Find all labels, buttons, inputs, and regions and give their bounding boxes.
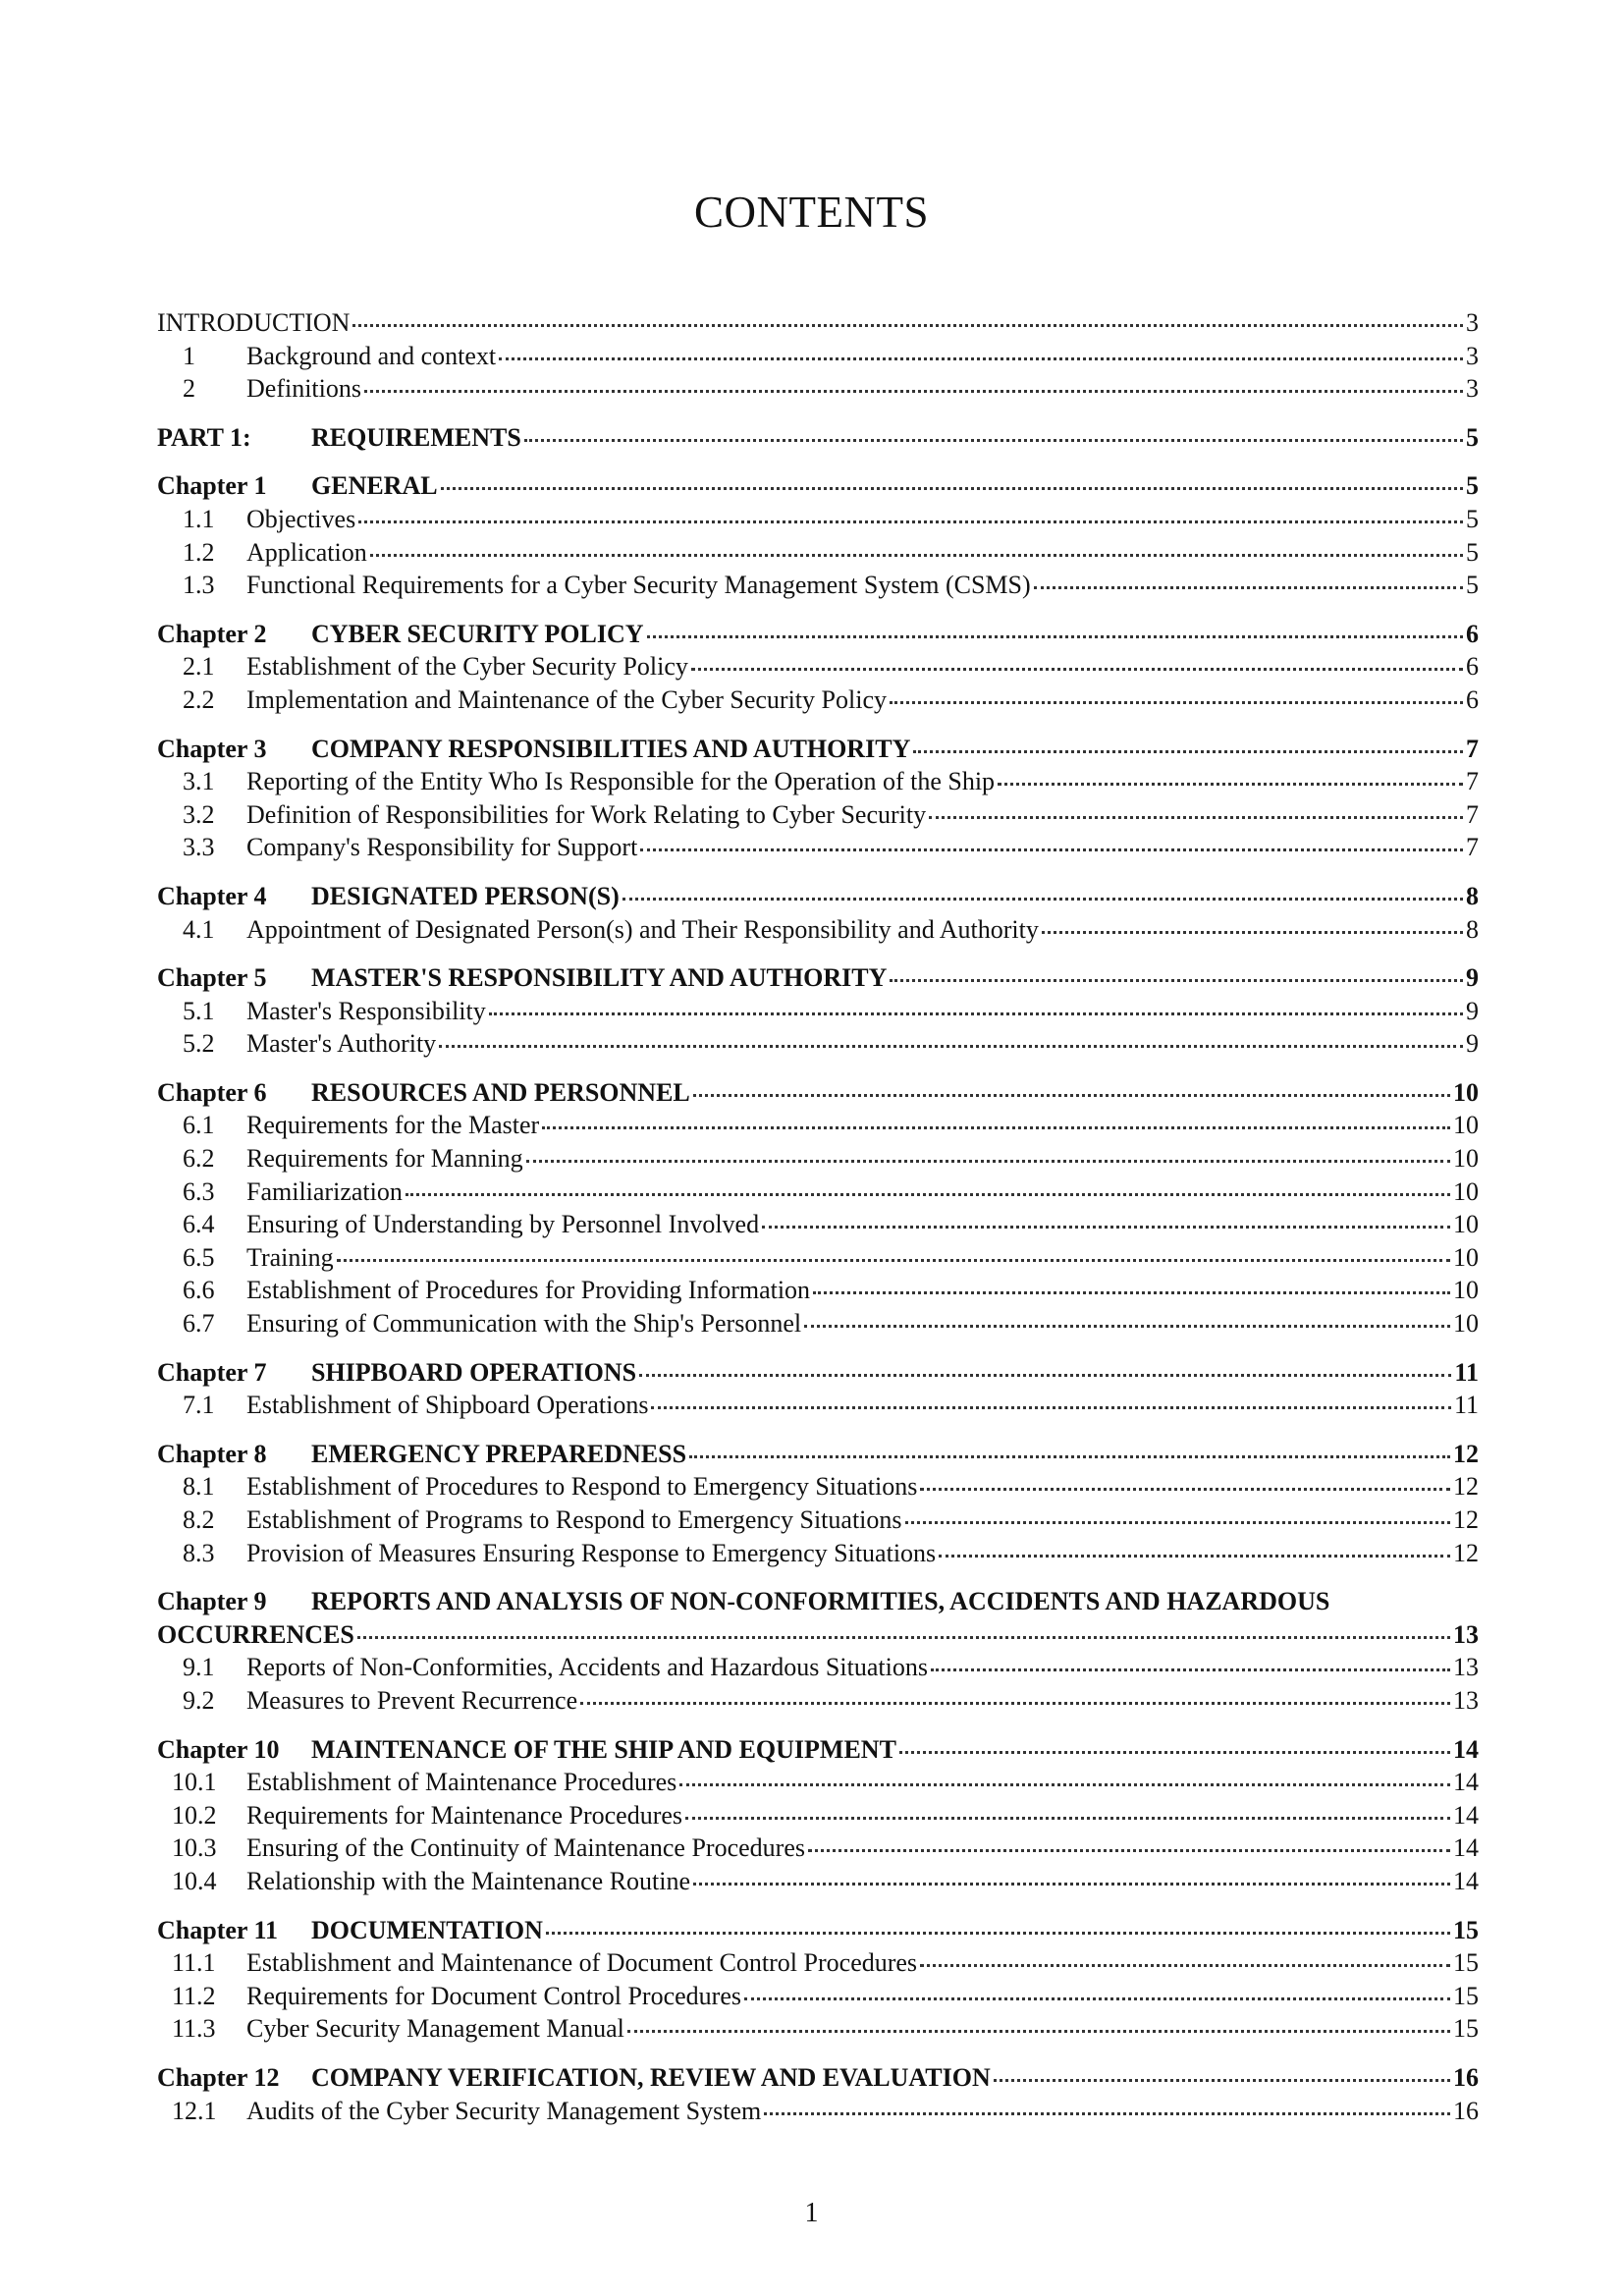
- dot-leader: [358, 520, 1463, 523]
- toc-entry-row[interactable]: [157, 1799, 1479, 1832]
- toc-entry-row[interactable]: [157, 1980, 1479, 2013]
- dot-leader: [439, 1045, 1463, 1048]
- toc-entry-number: 6.2: [183, 1144, 215, 1174]
- toc-entry-label: Definition of Responsibilities for Work Relating to Cyber Security: [246, 799, 927, 829]
- toc-entry-label: Company's Responsibility for Support: [246, 833, 638, 862]
- toc-entry-number: 6.1: [183, 1111, 215, 1140]
- toc-heading-row[interactable]: [157, 1914, 1479, 1947]
- toc-entry-row[interactable]: [157, 1651, 1479, 1684]
- toc-page-number: 11: [1454, 1357, 1479, 1387]
- toc-heading-row[interactable]: [157, 961, 1479, 995]
- toc-heading-label: COMPANY VERIFICATION, REVIEW AND EVALUATION: [311, 2062, 991, 2092]
- toc-entry-label: Background and context: [246, 341, 497, 370]
- toc-entry-row[interactable]: [157, 2012, 1479, 2046]
- dot-leader: [931, 1668, 1450, 1671]
- toc-entry-number: 3.3: [183, 833, 215, 862]
- toc-page-number: 7: [1466, 799, 1479, 829]
- toc-heading-number: Chapter 2: [157, 619, 267, 648]
- toc-heading-row[interactable]: [157, 618, 1479, 651]
- toc-page-number: 6: [1466, 619, 1479, 648]
- toc-page-number: 15: [1453, 1948, 1479, 1978]
- toc-section: [157, 421, 1479, 455]
- toc-entry-label: Establishment of Programs to Respond to Emergency Situations: [246, 1505, 902, 1534]
- toc-section: [157, 2061, 1479, 2127]
- toc-entry-number: 8.2: [183, 1505, 215, 1534]
- toc-entry-number: 11.2: [172, 1981, 216, 2010]
- dot-leader: [406, 1193, 1450, 1196]
- toc-entry-number: 8.1: [183, 1472, 215, 1502]
- dot-leader: [679, 1783, 1450, 1786]
- dot-leader: [622, 898, 1463, 901]
- dot-leader: [337, 1259, 1450, 1262]
- toc-entry-label: Ensuring of Understanding by Personnel Involved: [246, 1210, 760, 1239]
- toc-entry-label: Implementation and Maintenance of the Cyber Security Policy: [246, 684, 887, 714]
- toc-entry-label: Master's Authority: [246, 1029, 437, 1059]
- toc-entry-label: Provision of Measures Ensuring Response to Emergency Situations: [246, 1538, 937, 1567]
- toc-entry-label: Relationship with the Maintenance Routine: [246, 1866, 691, 1895]
- toc-entry-row[interactable]: [157, 1142, 1479, 1175]
- toc-entry-label: Requirements for the Master: [246, 1111, 540, 1140]
- toc-heading-row[interactable]: [157, 1356, 1479, 1390]
- toc-entry-label: Ensuring of the Continuity of Maintenance Procedures: [246, 1833, 805, 1863]
- toc-entry-label: Cyber Security Management Manual: [246, 2014, 624, 2044]
- toc-page-number: 9: [1466, 1029, 1479, 1059]
- toc-entry-row[interactable]: [157, 1766, 1479, 1799]
- toc-page-number: 12: [1453, 1472, 1479, 1502]
- toc-entry-label: Definitions: [246, 374, 361, 404]
- toc-page-number: 8: [1466, 914, 1479, 944]
- toc-entry-label: Establishment and Maintenance of Document Control Procedures: [246, 1948, 918, 1978]
- toc-entry-row[interactable]: [157, 1389, 1479, 1422]
- toc-page-number: 16: [1453, 2096, 1479, 2125]
- toc-entry-number: 2: [183, 374, 195, 404]
- toc-entry-label: Functional Requirements for a Cyber Security Management System (CSMS): [246, 571, 1031, 600]
- toc-page-number: 13: [1453, 1685, 1479, 1715]
- dot-leader: [899, 1751, 1450, 1754]
- dot-leader: [693, 1883, 1450, 1886]
- toc-heading-label: DOCUMENTATION: [311, 1915, 543, 1944]
- toc-entry-number: 6.3: [183, 1176, 215, 1206]
- toc-entry-row[interactable]: [157, 1831, 1479, 1865]
- dot-leader: [357, 1636, 1450, 1639]
- toc-entry-row[interactable]: [157, 1503, 1479, 1537]
- dot-leader: [813, 1291, 1450, 1294]
- dot-leader: [689, 1455, 1450, 1458]
- toc-entry-label: Audits of the Cyber Security Management System: [246, 2096, 762, 2125]
- toc-heading-label: DESIGNATED PERSON(S): [311, 881, 620, 910]
- toc-heading-label-continued: OCCURRENCES: [157, 1619, 354, 1649]
- toc-section: [157, 1438, 1479, 1569]
- toc-heading-label: COMPANY RESPONSIBILITIES AND AUTHORITY: [311, 734, 911, 763]
- toc-entry-row[interactable]: [157, 1307, 1479, 1340]
- toc-page-number: 6: [1466, 652, 1479, 682]
- toc-entry-row[interactable]: [157, 765, 1479, 798]
- toc-entry-number: 3.2: [183, 799, 215, 829]
- toc-heading-number: Chapter 12: [157, 2062, 280, 2092]
- page-number: 1: [804, 2198, 819, 2228]
- toc-page-number: 10: [1453, 1176, 1479, 1206]
- table-of-contents: [157, 306, 1479, 2127]
- toc-page-number: 10: [1453, 1276, 1479, 1305]
- toc-entry-number: 9.2: [183, 1685, 215, 1715]
- toc-page-number: 3: [1466, 341, 1479, 370]
- dot-leader: [651, 1406, 1451, 1409]
- toc-entry-label: Establishment of the Cyber Security Policy: [246, 652, 688, 682]
- dot-leader: [905, 1521, 1450, 1524]
- toc-entry-label: Ensuring of Communication with the Ship's Personnel: [246, 1309, 802, 1339]
- toc-entry-label: Establishment of Procedures for Providing Information: [246, 1276, 811, 1305]
- toc-heading-label: INTRODUCTION: [157, 308, 351, 337]
- dot-leader: [524, 439, 1463, 442]
- toc-heading-label: RESOURCES AND PERSONNEL: [311, 1077, 690, 1107]
- toc-entry-number: 2.2: [183, 684, 215, 714]
- toc-entry-row[interactable]: [157, 503, 1479, 536]
- toc-section: [157, 1356, 1479, 1422]
- toc-entry-label: Measures to Prevent Recurrence: [246, 1685, 578, 1715]
- dot-leader: [804, 1325, 1450, 1328]
- toc-page-number: 5: [1466, 422, 1479, 452]
- toc-page-number: 12: [1453, 1538, 1479, 1567]
- toc-heading-row[interactable]: [157, 1438, 1479, 1471]
- toc-page-number: 11: [1453, 1391, 1479, 1420]
- toc-heading-number: Chapter 3: [157, 734, 267, 763]
- toc-page-number: 15: [1453, 2014, 1479, 2044]
- dot-leader: [640, 848, 1463, 851]
- dot-leader: [580, 1702, 1450, 1705]
- toc-entry-label: Establishment of Shipboard Operations: [246, 1391, 649, 1420]
- toc-page-number: 6: [1466, 684, 1479, 714]
- toc-heading-row[interactable]: [157, 2061, 1479, 2095]
- toc-entry-number: 3.1: [183, 767, 215, 796]
- toc-entry-row[interactable]: [157, 1027, 1479, 1061]
- toc-entry-row[interactable]: [157, 1208, 1479, 1241]
- toc-page-number: 10: [1453, 1077, 1479, 1107]
- toc-entry-number: 10.2: [172, 1800, 217, 1830]
- toc-page-number: 7: [1466, 767, 1479, 796]
- toc-heading-row[interactable]: [157, 1618, 1479, 1652]
- toc-heading-row[interactable]: [157, 880, 1479, 913]
- toc-page-number: 8: [1466, 881, 1479, 910]
- dot-leader: [762, 1226, 1450, 1229]
- toc-heading-label: GENERAL: [311, 471, 438, 501]
- toc-page-number: 14: [1453, 1734, 1479, 1764]
- toc-heading-number: Chapter 11: [157, 1915, 279, 1944]
- toc-page-number: 9: [1466, 963, 1479, 993]
- dot-leader: [744, 1997, 1450, 2000]
- toc-entry-number: 1.1: [183, 504, 215, 533]
- toc-page-number: 14: [1453, 1833, 1479, 1863]
- toc-entry-row[interactable]: [157, 1865, 1479, 1898]
- dot-leader: [890, 701, 1463, 704]
- toc-entry-number: 4.1: [183, 914, 215, 944]
- toc-entry-row[interactable]: [157, 798, 1479, 832]
- toc-entry-label: Master's Responsibility: [246, 996, 486, 1025]
- toc-page-number: 5: [1466, 471, 1479, 501]
- toc-page-number: 14: [1453, 1768, 1479, 1797]
- dot-leader: [913, 750, 1463, 753]
- dot-leader: [1034, 586, 1463, 589]
- toc-entry-row[interactable]: [157, 372, 1479, 406]
- toc-entry-number: 8.3: [183, 1538, 215, 1567]
- toc-page-number: 16: [1453, 2062, 1479, 2092]
- toc-entry-number: 12.1: [172, 2096, 217, 2125]
- dot-leader: [647, 635, 1463, 638]
- toc-entry-number: 11.3: [172, 2014, 216, 2044]
- toc-section: [157, 1914, 1479, 2046]
- toc-page-number: 3: [1466, 374, 1479, 404]
- toc-entry-number: 6.4: [183, 1210, 215, 1239]
- dot-leader: [685, 1817, 1450, 1820]
- toc-heading-number: Chapter 8: [157, 1439, 267, 1468]
- dot-leader: [639, 1374, 1451, 1377]
- toc-page-number: 15: [1453, 1981, 1479, 2010]
- toc-heading-number: Chapter 5: [157, 963, 267, 993]
- toc-section: [157, 961, 1479, 1061]
- toc-heading-row[interactable]: [157, 306, 1479, 340]
- dot-leader: [998, 783, 1463, 786]
- toc-heading-number: Chapter 6: [157, 1077, 267, 1107]
- toc-entry-label: Appointment of Designated Person(s) and Their Responsibility and Authority: [246, 914, 1039, 944]
- toc-entry-row[interactable]: [157, 1946, 1479, 1980]
- toc-section: [157, 1585, 1479, 1717]
- toc-entry-number: 6.7: [183, 1309, 215, 1339]
- toc-heading-label: MASTER'S RESPONSIBILITY AND AUTHORITY: [311, 963, 888, 993]
- toc-entry-number: 11.1: [172, 1948, 216, 1978]
- dot-leader: [920, 1488, 1450, 1491]
- toc-entry-row[interactable]: [157, 1241, 1479, 1275]
- toc-entry-number: 2.1: [183, 652, 215, 682]
- toc-entry-number: 10.4: [172, 1866, 217, 1895]
- toc-heading-number: Chapter 7: [157, 1357, 267, 1387]
- dot-leader: [499, 357, 1463, 360]
- toc-entry-label: Establishment of Maintenance Procedures: [246, 1768, 677, 1797]
- toc-page-number: 9: [1466, 996, 1479, 1025]
- toc-entry-row[interactable]: [157, 2095, 1479, 2128]
- toc-entry-number: 1.2: [183, 537, 215, 567]
- toc-entry-number: 10.3: [172, 1833, 217, 1863]
- toc-entry-row[interactable]: [157, 536, 1479, 570]
- toc-heading-line[interactable]: [157, 1585, 1479, 1618]
- toc-entry-label: Requirements for Document Control Procedures: [246, 1981, 741, 2010]
- toc-page-number: 7: [1466, 833, 1479, 862]
- toc-section: [157, 880, 1479, 946]
- dot-leader: [364, 390, 1463, 393]
- toc-page-number: 5: [1466, 504, 1479, 533]
- toc-section: [157, 306, 1479, 406]
- toc-page-number: 5: [1466, 571, 1479, 600]
- toc-section: [157, 1076, 1479, 1340]
- toc-entry-label: Requirements for Maintenance Procedures: [246, 1800, 683, 1830]
- toc-entry-row[interactable]: [157, 1175, 1479, 1209]
- dot-leader: [764, 2112, 1450, 2115]
- dot-leader: [920, 1964, 1450, 1967]
- toc-heading-label: REPORTS AND ANALYSIS OF NON-CONFORMITIES, ACCIDENTS AND HAZARDOUS: [311, 1587, 1330, 1616]
- toc-section: [157, 1733, 1479, 1898]
- toc-heading-label: SHIPBOARD OPERATIONS: [311, 1357, 637, 1387]
- dot-leader: [352, 324, 1463, 327]
- dot-leader: [526, 1160, 1450, 1163]
- toc-entry-label: Training: [246, 1242, 334, 1272]
- toc-heading-row[interactable]: [157, 733, 1479, 766]
- toc-page-number: 12: [1453, 1505, 1479, 1534]
- dot-leader: [808, 1849, 1450, 1852]
- toc-page-number: 14: [1453, 1866, 1479, 1895]
- toc-heading-label: MAINTENANCE OF THE SHIP AND EQUIPMENT: [311, 1734, 896, 1764]
- toc-entry-label: Establishment of Procedures to Respond to Emergency Situations: [246, 1472, 918, 1502]
- toc-page-number: 13: [1453, 1619, 1479, 1649]
- toc-heading-number: Chapter 1: [157, 471, 267, 501]
- toc-entry-row[interactable]: [157, 1274, 1479, 1307]
- dot-leader: [691, 668, 1463, 671]
- toc-entry-row[interactable]: [157, 1470, 1479, 1503]
- page-title: CONTENTS: [694, 188, 929, 237]
- toc-entry-number: 6.5: [183, 1242, 215, 1272]
- toc-heading-row[interactable]: [157, 1733, 1479, 1767]
- dot-leader: [994, 2079, 1450, 2082]
- toc-entry-label: Requirements for Manning: [246, 1144, 523, 1174]
- dot-leader: [890, 979, 1463, 982]
- toc-entry-label: Objectives: [246, 504, 356, 533]
- toc-entry-row[interactable]: [157, 1109, 1479, 1142]
- toc-heading-label: REQUIREMENTS: [311, 422, 521, 452]
- toc-heading-row[interactable]: [157, 421, 1479, 455]
- dot-leader: [929, 816, 1463, 819]
- toc-entry-label: Familiarization: [246, 1176, 403, 1206]
- toc-page-number: 10: [1453, 1309, 1479, 1339]
- toc-heading-number: Chapter 4: [157, 881, 267, 910]
- toc-entry-number: 1.3: [183, 571, 215, 600]
- toc-heading-label: CYBER SECURITY POLICY: [311, 619, 644, 648]
- toc-entry-number: 6.6: [183, 1276, 215, 1305]
- toc-page-number: 14: [1453, 1800, 1479, 1830]
- toc-entry-row[interactable]: [157, 913, 1479, 947]
- toc-entry-row[interactable]: [157, 995, 1479, 1028]
- toc-heading-label: EMERGENCY PREPAREDNESS: [311, 1439, 687, 1468]
- toc-section: [157, 618, 1479, 717]
- toc-section: [157, 733, 1479, 864]
- toc-entry-label: Reports of Non-Conformities, Accidents and Hazardous Situations: [246, 1653, 928, 1682]
- dot-leader: [370, 554, 1463, 557]
- toc-heading-number: Chapter 10: [157, 1734, 280, 1764]
- toc-page-number: 10: [1453, 1111, 1479, 1140]
- toc-page-number: 5: [1466, 537, 1479, 567]
- toc-heading-row[interactable]: [157, 1076, 1479, 1110]
- toc-entry-number: 5.2: [183, 1029, 215, 1059]
- toc-entry-number: 10.1: [172, 1768, 217, 1797]
- dot-leader: [939, 1555, 1450, 1558]
- dot-leader: [1042, 931, 1463, 934]
- dot-leader: [693, 1094, 1450, 1097]
- toc-page-number: 3: [1466, 308, 1479, 337]
- toc-page-number: 12: [1453, 1439, 1479, 1468]
- toc-entry-row[interactable]: [157, 569, 1479, 602]
- dot-leader: [441, 487, 1463, 490]
- toc-page-number: 10: [1453, 1210, 1479, 1239]
- toc-entry-row[interactable]: [157, 1537, 1479, 1570]
- toc-entry-number: 9.1: [183, 1653, 215, 1682]
- toc-heading-number: Chapter 9: [157, 1587, 267, 1616]
- dot-leader: [489, 1012, 1463, 1015]
- toc-section: [157, 469, 1479, 601]
- dot-leader: [546, 1932, 1450, 1935]
- toc-page-number: 10: [1453, 1144, 1479, 1174]
- toc-entry-row[interactable]: [157, 1684, 1479, 1718]
- toc-entry-row[interactable]: [157, 831, 1479, 864]
- dot-leader: [542, 1126, 1450, 1129]
- toc-entry-row[interactable]: [157, 340, 1479, 373]
- toc-entry-row[interactable]: [157, 650, 1479, 683]
- toc-entry-label: Application: [246, 537, 367, 567]
- dot-leader: [627, 2030, 1450, 2033]
- toc-entry-number: 5.1: [183, 996, 215, 1025]
- toc-page-number: 13: [1453, 1653, 1479, 1682]
- toc-entry-row[interactable]: [157, 683, 1479, 717]
- toc-page-number: 10: [1453, 1242, 1479, 1272]
- toc-heading-number: PART 1:: [157, 422, 251, 452]
- toc-entry-number: 1: [183, 341, 195, 370]
- toc-entry-label: Reporting of the Entity Who Is Responsible for the Operation of the Ship: [246, 767, 996, 796]
- toc-heading-row[interactable]: [157, 469, 1479, 503]
- toc-entry-number: 7.1: [183, 1391, 215, 1420]
- toc-page-number: 7: [1466, 734, 1479, 763]
- toc-page-number: 15: [1453, 1915, 1479, 1944]
